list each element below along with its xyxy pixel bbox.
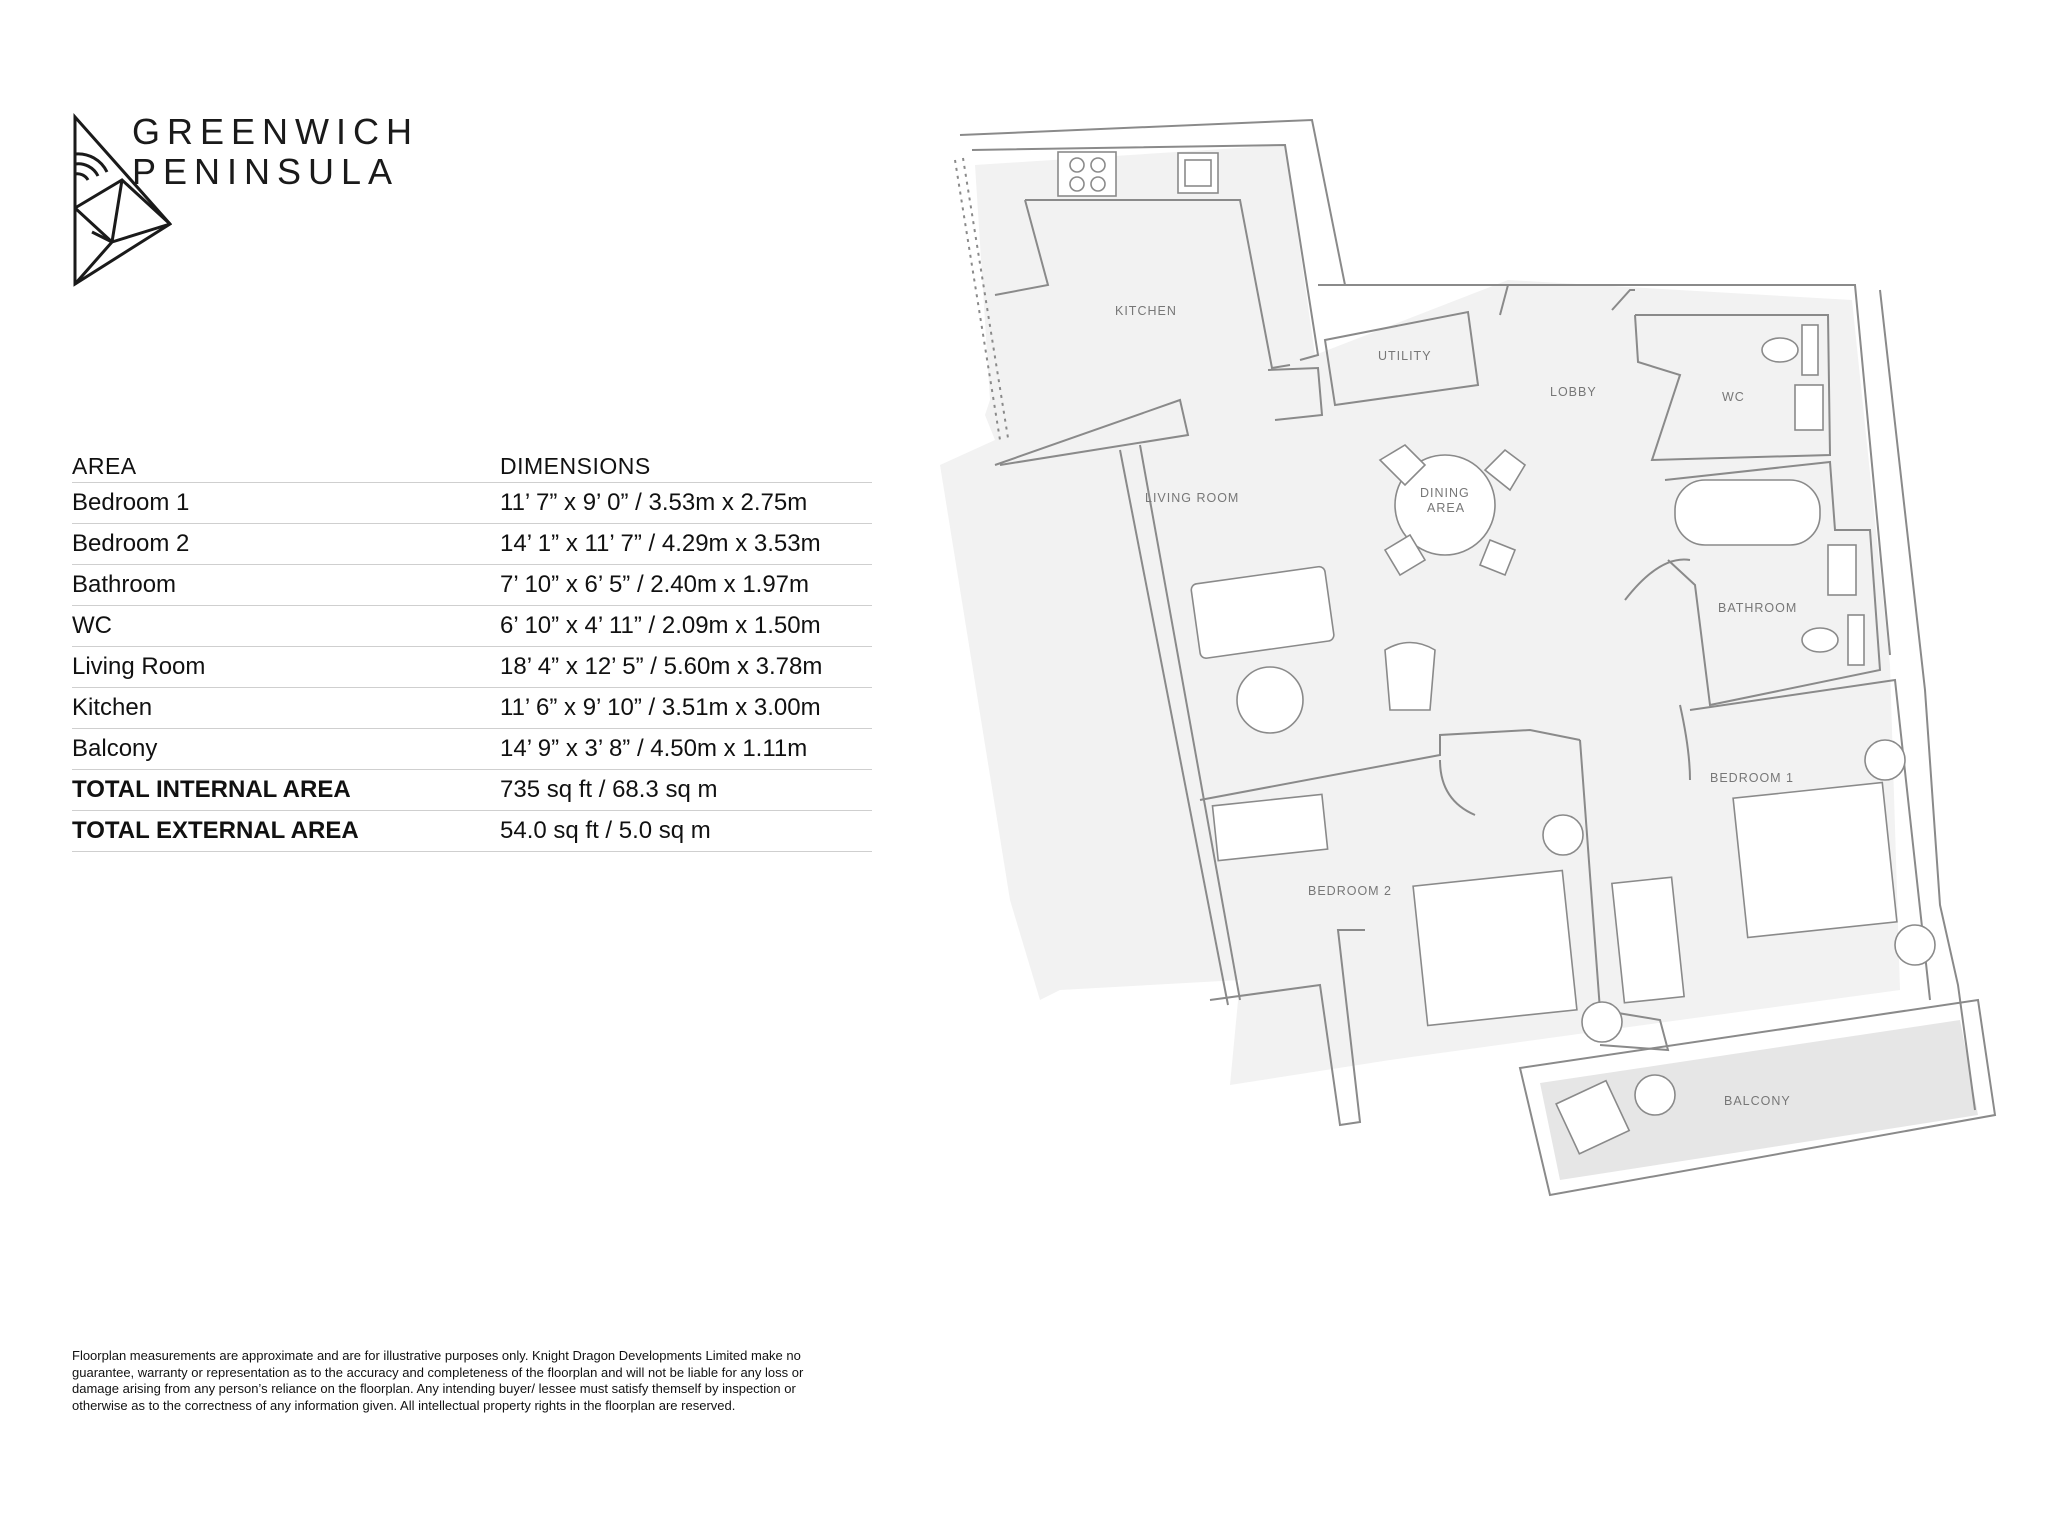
hob-ring — [1091, 177, 1105, 191]
table-row — [72, 647, 872, 688]
table-row — [72, 688, 872, 729]
coffee-table-icon — [1237, 667, 1303, 733]
room-label-bedroom-2: BEDROOM 2 — [1308, 884, 1393, 898]
room-label-utility: UTILITY — [1378, 349, 1432, 363]
room-label-bedroom-1: BEDROOM 1 — [1710, 771, 1795, 785]
table-row — [72, 729, 872, 770]
cistern-icon — [1848, 615, 1864, 665]
area-cell: Bedroom 1 — [72, 489, 190, 516]
area-cell: Bathroom — [72, 571, 177, 598]
sink-basin — [1185, 160, 1211, 186]
hob-ring — [1070, 158, 1084, 172]
hob-ring — [1091, 158, 1105, 172]
header-dimensions: DIMENSIONS — [500, 453, 651, 479]
dimension-cell: 6’ 10” x 4’ 11” / 2.09m x 1.50m — [500, 612, 821, 639]
room-label-bathroom: BATHROOM — [1718, 601, 1798, 615]
wardrobe-icon — [1212, 794, 1327, 860]
area-cell: TOTAL EXTERNAL AREA — [72, 817, 359, 844]
wardrobe-icon — [1612, 877, 1684, 1003]
table-row — [72, 606, 872, 647]
table-row — [72, 524, 872, 565]
hob-ring — [1070, 177, 1084, 191]
area-cell: Balcony — [72, 735, 158, 762]
area-cell: Living Room — [72, 653, 206, 680]
bed-icon — [1733, 783, 1897, 938]
balcony-table-icon — [1635, 1075, 1675, 1115]
nightstand-icon — [1895, 925, 1935, 965]
dimension-cell: 11’ 7” x 9’ 0” / 3.53m x 2.75m — [500, 489, 808, 516]
disclaimer-text: Floorplan measurements are approximate and are for illustrative purposes only. Knight Dragon Developments Limited make no guarantee, warranty or representation as to the accuracy and completeness of the floorplan and will not be liable for any loss or damage arising from any person’s reliance on the floorplan. Any intending buyer/ lessee must satisfy themself by inspection or otherwise as to the correctness of any information given. All intellectual property rights in the floorplan are reserved. — [72, 1348, 804, 1413]
room-label-dining-1: DINING — [1420, 486, 1470, 500]
room-label-dining-2: AREA — [1427, 501, 1466, 515]
room-label-kitchen: KITCHEN — [1115, 304, 1177, 318]
dimension-cell: 7’ 10” x 6’ 5” / 2.40m x 1.97m — [500, 571, 810, 598]
dimension-cell: 14’ 1” x 11’ 7” / 4.29m x 3.53m — [500, 530, 821, 557]
area-cell: WC — [72, 612, 112, 639]
armchair-icon — [1385, 643, 1435, 711]
nightstand-icon — [1582, 1002, 1622, 1042]
cistern-icon — [1802, 325, 1818, 375]
room-label-lobby: LOBBY — [1550, 385, 1597, 399]
dimension-cell: 735 sq ft / 68.3 sq m — [500, 776, 718, 803]
area-cell: Bedroom 2 — [72, 530, 190, 557]
table-header — [72, 448, 872, 483]
area-cell: Kitchen — [72, 694, 153, 721]
brand-logo — [72, 112, 432, 292]
table-row — [72, 483, 872, 524]
floor-plan — [930, 110, 2020, 1220]
dimensions-table — [72, 448, 872, 852]
hob-icon — [1058, 152, 1116, 196]
brand-line-2: PENINSULA — [132, 151, 400, 192]
room-label-balcony: BALCONY — [1724, 1094, 1791, 1108]
room-label-wc: WC — [1722, 390, 1745, 404]
table-row — [72, 565, 872, 606]
dimension-cell: 54.0 sq ft / 5.0 sq m — [500, 817, 711, 844]
toilet-icon — [1802, 628, 1838, 652]
brand-line-1: GREENWICH — [132, 111, 419, 152]
bath-icon — [1675, 480, 1820, 545]
brand-name — [132, 112, 419, 192]
dimension-cell: 14’ 9” x 3’ 8” / 4.50m x 1.11m — [500, 735, 808, 762]
basin-icon — [1795, 385, 1823, 430]
header-area: AREA — [72, 453, 137, 479]
basin-icon — [1828, 545, 1856, 595]
room-label-living-room: LIVING ROOM — [1145, 491, 1240, 505]
nightstand-icon — [1865, 740, 1905, 780]
table-row-total-internal — [72, 770, 872, 811]
dimension-cell: 11’ 6” x 9’ 10” / 3.51m x 3.00m — [500, 694, 821, 721]
dimension-cell: 18’ 4” x 12’ 5” / 5.60m x 3.78m — [500, 653, 823, 680]
bed-icon — [1413, 871, 1577, 1026]
nightstand-icon — [1543, 815, 1583, 855]
table-row-total-external — [72, 811, 872, 852]
toilet-icon — [1762, 338, 1798, 362]
area-cell: TOTAL INTERNAL AREA — [72, 776, 351, 803]
